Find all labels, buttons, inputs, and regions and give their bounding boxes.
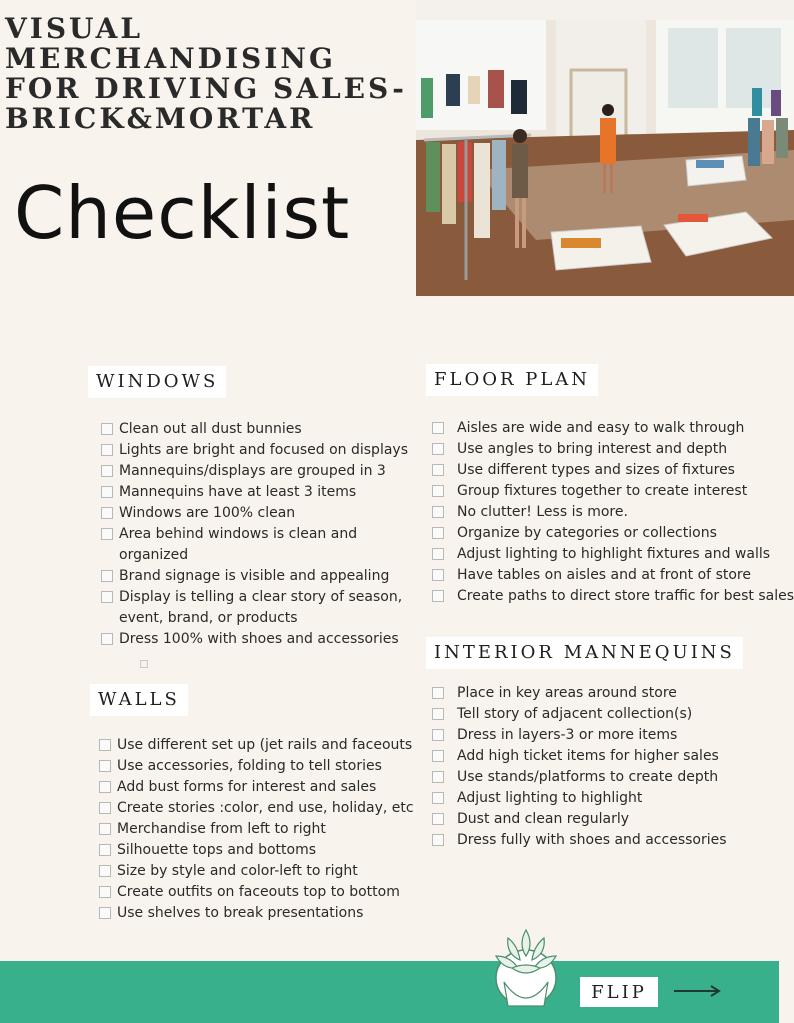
arrow-right-icon[interactable] [672, 980, 724, 1002]
checkbox[interactable] [432, 687, 444, 699]
checkbox[interactable] [101, 486, 113, 498]
checklist-item[interactable] [432, 544, 777, 565]
checklist-item[interactable] [99, 798, 419, 819]
footer-band [0, 961, 779, 1023]
floor-plan-heading: FLOOR PLAN [426, 364, 598, 396]
checklist-item[interactable] [432, 830, 777, 851]
checklist-item[interactable] [101, 503, 417, 524]
checkbox[interactable] [99, 781, 111, 793]
checklist-item[interactable] [101, 419, 417, 440]
checkbox[interactable] [101, 591, 113, 603]
checklist-item[interactable] [101, 482, 417, 503]
checklist-item-label: Adjust lighting to highlight fixtures and walls [457, 546, 771, 562]
title-line-3: FOR DRIVING SALES- [5, 72, 407, 105]
checklist-item[interactable] [99, 903, 419, 924]
checklist-item-label: Add bust forms for interest and sales [117, 779, 377, 795]
checkbox[interactable] [432, 708, 444, 720]
checkbox[interactable] [101, 465, 113, 477]
checkbox[interactable] [432, 422, 444, 434]
checklist-item[interactable] [101, 587, 419, 629]
checklist-item[interactable] [432, 481, 777, 502]
checklist-item-label: Group fixtures together to create interest [457, 483, 748, 499]
checklist-item[interactable] [432, 767, 777, 788]
checklist-item-label: Organize by categories or collections [457, 525, 717, 541]
windows-heading: WINDOWS [88, 366, 226, 398]
checklist-item-label: Aisles are wide and easy to walk through [457, 420, 745, 436]
checklist-item-label: Silhouette tops and bottoms [117, 842, 317, 858]
checklist-item-label: Use angles to bring interest and depth [457, 441, 728, 457]
checkbox[interactable] [101, 570, 113, 582]
checkbox[interactable] [432, 750, 444, 762]
checkbox[interactable] [432, 464, 444, 476]
checklist-item[interactable] [432, 418, 777, 439]
checklist-item-label: Adjust lighting to highlight [457, 790, 643, 806]
checklist-item[interactable] [432, 439, 777, 460]
flip-button[interactable]: FLIP [580, 977, 658, 1007]
walls-checklist [99, 735, 419, 924]
checkbox[interactable] [99, 865, 111, 877]
checkbox[interactable] [432, 548, 444, 560]
checklist-item-label: Dust and clean regularly [457, 811, 629, 827]
checkbox[interactable] [432, 443, 444, 455]
checkbox[interactable] [101, 423, 113, 435]
title-line-4: BRICK&MORTAR [5, 102, 316, 135]
title-line-1: VISUAL [5, 12, 144, 45]
checklist-item-label: Mannequins have at least 3 items [119, 484, 357, 500]
checklist-item-label: Create outfits on faceouts top to bottom [117, 884, 400, 900]
checklist-item-label: Use accessories, folding to tell stories [117, 758, 382, 774]
checkbox[interactable] [101, 507, 113, 519]
floor-plan-checklist [432, 418, 794, 607]
checkbox[interactable] [432, 834, 444, 846]
checklist-item-label: Create stories :color, end use, holiday, etc [117, 800, 414, 816]
checkbox[interactable] [432, 485, 444, 497]
page-title [5, 14, 415, 134]
checkbox[interactable] [101, 528, 113, 540]
windows-checklist [101, 419, 417, 650]
checklist-heading: Checklist [14, 171, 351, 255]
checklist-item-label: Display is telling a clear story of season, event, brand, or products [119, 589, 403, 626]
checklist-item-label: Use stands/platforms to create depth [457, 769, 719, 785]
checklist-item[interactable] [432, 460, 777, 481]
checkbox[interactable] [101, 444, 113, 456]
checklist-item[interactable] [432, 565, 777, 586]
checklist-item[interactable] [99, 819, 419, 840]
interior-mannequins-heading: INTERIOR MANNEQUINS [426, 637, 743, 669]
checklist-item[interactable] [432, 502, 777, 523]
checklist-item-label: Clean out all dust bunnies [119, 421, 302, 437]
checklist-item-label: Dress 100% with shoes and accessories [119, 631, 399, 647]
checklist-item[interactable] [99, 840, 419, 861]
checkbox[interactable] [99, 739, 111, 751]
checklist-item[interactable] [99, 756, 419, 777]
checklist-item-label: Use shelves to break presentations [117, 905, 364, 921]
checklist-item-label: Use different types and sizes of fixtures [457, 462, 735, 478]
checklist-item[interactable] [432, 809, 777, 830]
checkbox[interactable] [432, 569, 444, 581]
walls-heading: WALLS [90, 684, 188, 716]
checklist-item[interactable] [99, 735, 419, 756]
checklist-item[interactable] [101, 566, 417, 587]
checkbox[interactable] [99, 886, 111, 898]
checklist-item[interactable] [432, 725, 777, 746]
checkbox[interactable] [432, 792, 444, 804]
checklist-item[interactable] [432, 683, 777, 704]
checklist-item[interactable] [101, 629, 417, 650]
checkbox[interactable] [99, 844, 111, 856]
checklist-item-label: Lights are bright and focused on displays [119, 442, 408, 458]
interior-mannequins-checklist [432, 683, 777, 851]
checklist-item-label: Dress fully with shoes and accessories [457, 832, 727, 848]
checklist-item-label: Create paths to direct store traffic for best sales [457, 588, 794, 604]
checklist-item[interactable] [99, 882, 419, 903]
checklist-item[interactable] [432, 586, 794, 607]
checkbox[interactable] [99, 802, 111, 814]
checklist-item-label: Dress in layers-3 or more items [457, 727, 678, 743]
checklist-item-label: Add high ticket items for higher sales [457, 748, 719, 764]
checklist-item[interactable] [101, 440, 417, 461]
checklist-item[interactable] [101, 524, 381, 566]
checkbox[interactable] [432, 506, 444, 518]
succulent-icon [488, 922, 564, 1008]
checkbox[interactable] [432, 813, 444, 825]
checklist-item[interactable] [101, 461, 417, 482]
title-line-2: MERCHANDISING [5, 42, 336, 75]
checklist-item-label: Use different set up (jet rails and faceouts [117, 737, 413, 753]
checklist-item-label: Merchandise from left to right [117, 821, 326, 837]
checkbox[interactable] [101, 633, 113, 645]
checklist-item[interactable] [432, 704, 777, 725]
checklist-item[interactable] [99, 861, 419, 882]
checklist-item-label: Mannequins/displays are grouped in 3 [119, 463, 386, 479]
checklist-item-label: Windows are 100% clean [119, 505, 296, 521]
checkbox[interactable] [432, 729, 444, 741]
checklist-item[interactable] [432, 523, 777, 544]
checkbox[interactable] [99, 907, 111, 919]
checkbox[interactable] [99, 760, 111, 772]
checklist-item-label: Area behind windows is clean and organized [119, 526, 358, 563]
checkbox[interactable] [432, 590, 444, 602]
checklist-item[interactable] [432, 746, 777, 767]
checklist-item[interactable] [99, 777, 419, 798]
checklist-item-label: No clutter! Less is more. [457, 504, 628, 520]
store-interior-photo [416, 0, 794, 296]
store-photo-illustration [416, 0, 794, 296]
checkbox[interactable] [432, 527, 444, 539]
checklist-item[interactable] [432, 788, 777, 809]
checkbox[interactable] [99, 823, 111, 835]
checklist-item-label: Size by style and color-left to right [117, 863, 358, 879]
checklist-item-label: Have tables on aisles and at front of store [457, 567, 751, 583]
empty-checkbox[interactable] [140, 660, 148, 668]
checkbox[interactable] [432, 771, 444, 783]
checklist-item-label: Tell story of adjacent collection(s) [457, 706, 693, 722]
checklist-item-label: Brand signage is visible and appealing [119, 568, 390, 584]
checklist-item-label: Place in key areas around store [457, 685, 677, 701]
